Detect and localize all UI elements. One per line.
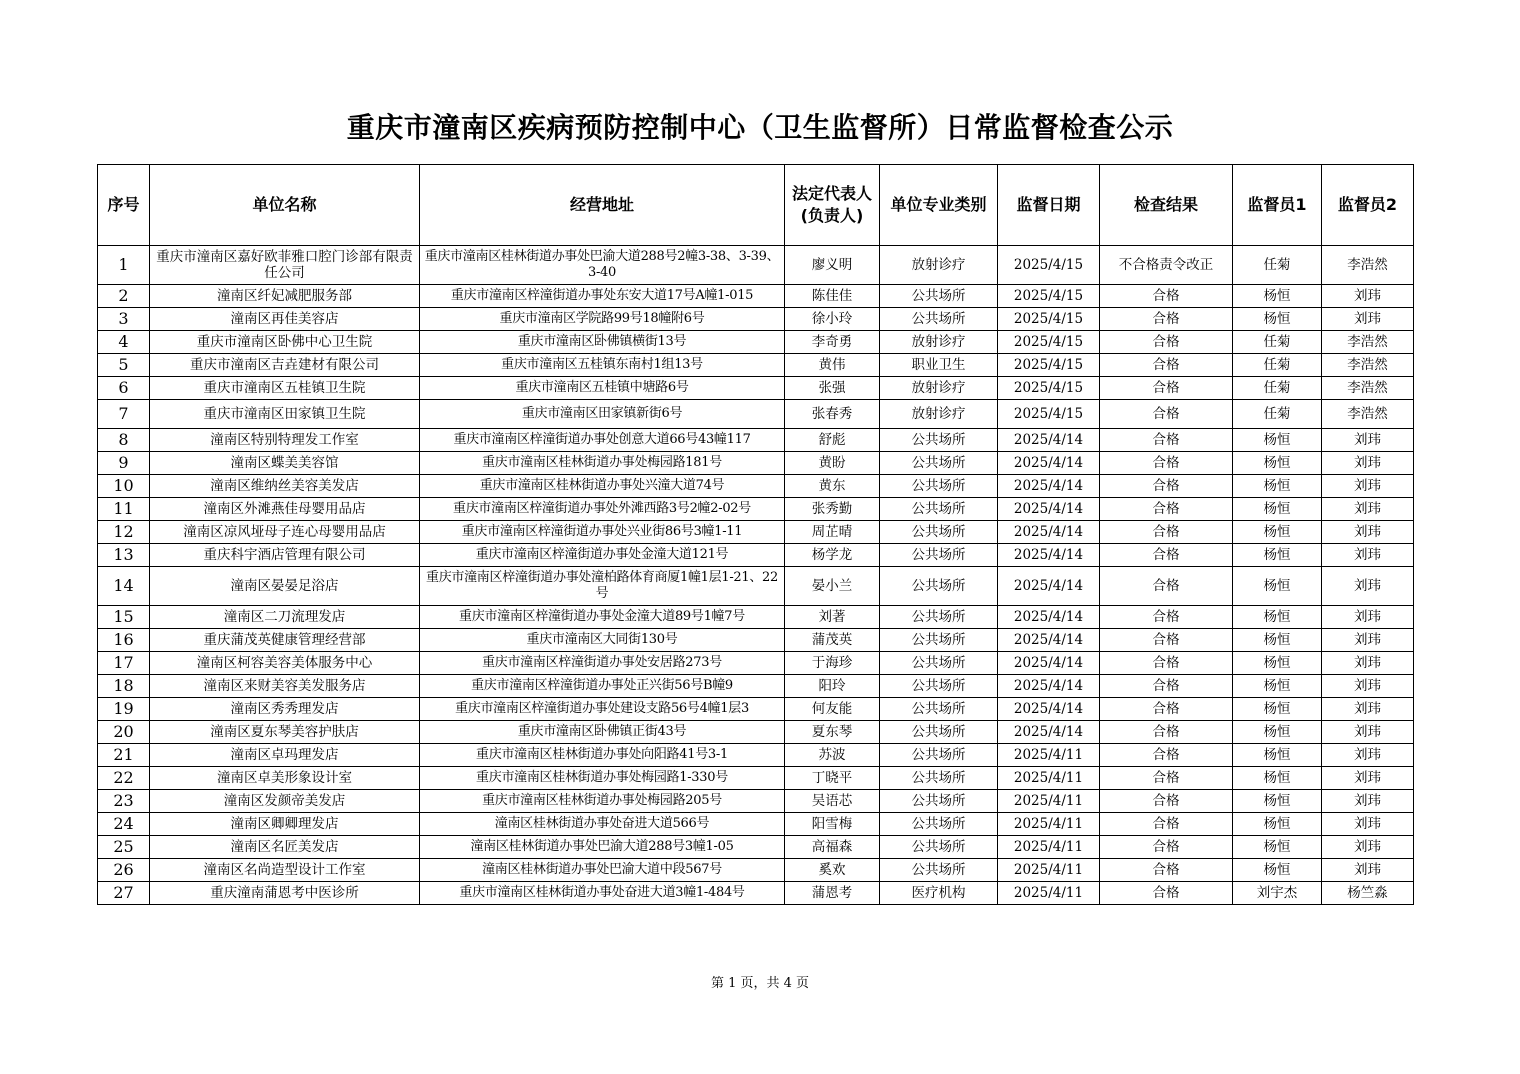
cell-result: 合格 <box>1100 836 1233 859</box>
cell-category: 职业卫生 <box>880 354 998 377</box>
cell-result: 合格 <box>1100 675 1233 698</box>
cell-result: 合格 <box>1100 882 1233 905</box>
cell-index: 19 <box>98 698 150 721</box>
table-row <box>98 790 1414 813</box>
cell-index: 5 <box>98 354 150 377</box>
cell-inspector-2: 李浩然 <box>1322 331 1414 354</box>
cell-date: 2025/4/15 <box>998 354 1100 377</box>
cell-address: 重庆市潼南区桂林街道办事处梅园路1-330号 <box>420 767 785 790</box>
cell-date: 2025/4/14 <box>998 652 1100 675</box>
cell-address: 潼南区桂林街道办事处巴渝大道中段567号 <box>420 859 785 882</box>
cell-unit-name: 重庆市潼南区田家镇卫生院 <box>150 400 420 429</box>
cell-inspector-1: 杨恒 <box>1233 790 1322 813</box>
cell-legal-rep: 蒲茂英 <box>785 629 880 652</box>
cell-result: 合格 <box>1100 400 1233 429</box>
cell-address: 重庆市潼南区田家镇新街6号 <box>420 400 785 429</box>
header-legal-rep: 法定代表人(负责人) <box>785 165 880 246</box>
cell-inspector-2: 刘玮 <box>1322 285 1414 308</box>
cell-address: 重庆市潼南区桂林街道办事处巴渝大道288号2幢3-38、3-39、3-40 <box>420 246 785 285</box>
cell-unit-name: 潼南区再佳美容店 <box>150 308 420 331</box>
cell-category: 公共场所 <box>880 606 998 629</box>
cell-unit-name: 潼南区夏东琴美容护肤店 <box>150 721 420 744</box>
cell-category: 公共场所 <box>880 813 998 836</box>
cell-date: 2025/4/11 <box>998 882 1100 905</box>
cell-inspector-1: 杨恒 <box>1233 475 1322 498</box>
cell-category: 公共场所 <box>880 452 998 475</box>
cell-result: 合格 <box>1100 652 1233 675</box>
cell-date: 2025/4/15 <box>998 331 1100 354</box>
cell-category: 公共场所 <box>880 308 998 331</box>
cell-address: 重庆市潼南区梓潼街道办事处金潼大道121号 <box>420 544 785 567</box>
cell-unit-name: 潼南区维纳丝美容美发店 <box>150 475 420 498</box>
cell-result: 合格 <box>1100 790 1233 813</box>
cell-date: 2025/4/14 <box>998 498 1100 521</box>
cell-inspector-1: 杨恒 <box>1233 606 1322 629</box>
cell-result: 合格 <box>1100 377 1233 400</box>
cell-unit-name: 潼南区特别特理发工作室 <box>150 429 420 452</box>
cell-legal-rep: 苏波 <box>785 744 880 767</box>
cell-date: 2025/4/15 <box>998 308 1100 331</box>
cell-date: 2025/4/15 <box>998 285 1100 308</box>
cell-date: 2025/4/11 <box>998 836 1100 859</box>
table-row <box>98 429 1414 452</box>
cell-date: 2025/4/15 <box>998 400 1100 429</box>
cell-unit-name: 潼南区卿卿理发店 <box>150 813 420 836</box>
cell-address: 重庆市潼南区梓潼街道办事处安居路273号 <box>420 652 785 675</box>
table-row <box>98 675 1414 698</box>
cell-legal-rep: 廖义明 <box>785 246 880 285</box>
cell-unit-name: 潼南区秀秀理发店 <box>150 698 420 721</box>
cell-inspector-2: 刘玮 <box>1322 813 1414 836</box>
cell-index: 4 <box>98 331 150 354</box>
cell-result: 合格 <box>1100 429 1233 452</box>
table-row <box>98 721 1414 744</box>
cell-address: 重庆市潼南区梓潼街道办事处建设支路56号4幢1层3 <box>420 698 785 721</box>
cell-result: 合格 <box>1100 308 1233 331</box>
cell-date: 2025/4/14 <box>998 675 1100 698</box>
cell-unit-name: 潼南区蝶美美容馆 <box>150 452 420 475</box>
cell-date: 2025/4/15 <box>998 246 1100 285</box>
header-inspector-2: 监督员2 <box>1322 165 1414 246</box>
cell-inspector-2: 刘玮 <box>1322 544 1414 567</box>
cell-result: 合格 <box>1100 354 1233 377</box>
cell-inspector-1: 杨恒 <box>1233 652 1322 675</box>
cell-inspector-1: 杨恒 <box>1233 767 1322 790</box>
cell-unit-name: 潼南区纤妃减肥服务部 <box>150 285 420 308</box>
cell-index: 21 <box>98 744 150 767</box>
table-row <box>98 698 1414 721</box>
cell-legal-rep: 黄盼 <box>785 452 880 475</box>
cell-index: 2 <box>98 285 150 308</box>
cell-inspector-1: 杨恒 <box>1233 452 1322 475</box>
cell-result: 合格 <box>1100 567 1233 606</box>
cell-legal-rep: 高福森 <box>785 836 880 859</box>
cell-legal-rep: 黄东 <box>785 475 880 498</box>
cell-date: 2025/4/14 <box>998 698 1100 721</box>
table-row <box>98 377 1414 400</box>
cell-result: 合格 <box>1100 452 1233 475</box>
cell-date: 2025/4/11 <box>998 813 1100 836</box>
inspection-table <box>97 164 1414 905</box>
table-row <box>98 475 1414 498</box>
cell-category: 公共场所 <box>880 721 998 744</box>
cell-legal-rep: 徐小玲 <box>785 308 880 331</box>
cell-category: 公共场所 <box>880 859 998 882</box>
table-row <box>98 629 1414 652</box>
cell-legal-rep: 张强 <box>785 377 880 400</box>
table-header-row <box>98 165 1414 246</box>
cell-inspector-2: 刘玮 <box>1322 698 1414 721</box>
cell-address: 重庆市潼南区五桂镇中塘路6号 <box>420 377 785 400</box>
cell-index: 12 <box>98 521 150 544</box>
cell-unit-name: 重庆市潼南区吉垚建材有限公司 <box>150 354 420 377</box>
header-category: 单位专业类别 <box>880 165 998 246</box>
cell-date: 2025/4/14 <box>998 629 1100 652</box>
cell-address: 重庆市潼南区学院路99号18幢附6号 <box>420 308 785 331</box>
cell-index: 9 <box>98 452 150 475</box>
cell-address: 重庆市潼南区桂林街道办事处兴潼大道74号 <box>420 475 785 498</box>
cell-legal-rep: 夏东琴 <box>785 721 880 744</box>
cell-date: 2025/4/14 <box>998 721 1100 744</box>
cell-inspector-1: 任菊 <box>1233 246 1322 285</box>
cell-legal-rep: 阳玲 <box>785 675 880 698</box>
cell-unit-name: 潼南区晏晏足浴店 <box>150 567 420 606</box>
cell-category: 公共场所 <box>880 521 998 544</box>
cell-unit-name: 潼南区名尚造型设计工作室 <box>150 859 420 882</box>
table-row <box>98 498 1414 521</box>
cell-category: 公共场所 <box>880 652 998 675</box>
cell-inspector-1: 杨恒 <box>1233 698 1322 721</box>
cell-unit-name: 潼南区卓玛理发店 <box>150 744 420 767</box>
table-row <box>98 744 1414 767</box>
cell-unit-name: 重庆市潼南区嘉好欧菲雅口腔门诊部有限责任公司 <box>150 246 420 285</box>
cell-category: 放射诊疗 <box>880 400 998 429</box>
cell-inspector-2: 刘玮 <box>1322 767 1414 790</box>
cell-result: 合格 <box>1100 285 1233 308</box>
cell-date: 2025/4/14 <box>998 521 1100 544</box>
cell-legal-rep: 李奇勇 <box>785 331 880 354</box>
table-row <box>98 859 1414 882</box>
cell-legal-rep: 晏小兰 <box>785 567 880 606</box>
cell-inspector-1: 杨恒 <box>1233 675 1322 698</box>
cell-index: 24 <box>98 813 150 836</box>
cell-date: 2025/4/11 <box>998 790 1100 813</box>
table-row <box>98 285 1414 308</box>
header-unit-name: 单位名称 <box>150 165 420 246</box>
cell-date: 2025/4/14 <box>998 544 1100 567</box>
cell-inspector-1: 任菊 <box>1233 377 1322 400</box>
cell-inspector-2: 李浩然 <box>1322 377 1414 400</box>
cell-inspector-2: 刘玮 <box>1322 721 1414 744</box>
cell-legal-rep: 蒲恩考 <box>785 882 880 905</box>
cell-index: 17 <box>98 652 150 675</box>
cell-address: 重庆市潼南区卧佛镇横街13号 <box>420 331 785 354</box>
cell-address: 重庆市潼南区梓潼街道办事处东安大道17号A幢1-015 <box>420 285 785 308</box>
cell-category: 公共场所 <box>880 285 998 308</box>
table-row <box>98 836 1414 859</box>
cell-unit-name: 重庆科宇酒店管理有限公司 <box>150 544 420 567</box>
cell-inspector-2: 刘玮 <box>1322 744 1414 767</box>
cell-category: 公共场所 <box>880 544 998 567</box>
cell-legal-rep: 黄伟 <box>785 354 880 377</box>
header-index: 序号 <box>98 165 150 246</box>
cell-legal-rep: 周芷晴 <box>785 521 880 544</box>
cell-category: 公共场所 <box>880 675 998 698</box>
cell-index: 7 <box>98 400 150 429</box>
cell-date: 2025/4/14 <box>998 452 1100 475</box>
cell-inspector-2: 杨竺淼 <box>1322 882 1414 905</box>
cell-inspector-1: 任菊 <box>1233 354 1322 377</box>
cell-category: 放射诊疗 <box>880 377 998 400</box>
cell-index: 26 <box>98 859 150 882</box>
cell-inspector-2: 李浩然 <box>1322 354 1414 377</box>
cell-category: 医疗机构 <box>880 882 998 905</box>
header-inspector-1: 监督员1 <box>1233 165 1322 246</box>
cell-address: 重庆市潼南区五桂镇东南村1组13号 <box>420 354 785 377</box>
cell-unit-name: 潼南区二刀流理发店 <box>150 606 420 629</box>
cell-legal-rep: 奚欢 <box>785 859 880 882</box>
cell-address: 重庆市潼南区梓潼街道办事处潼柏路体育商厦1幢1层1-21、22号 <box>420 567 785 606</box>
cell-result: 合格 <box>1100 498 1233 521</box>
cell-address: 重庆市潼南区卧佛镇正街43号 <box>420 721 785 744</box>
cell-index: 13 <box>98 544 150 567</box>
cell-index: 15 <box>98 606 150 629</box>
header-result: 检查结果 <box>1100 165 1233 246</box>
cell-unit-name: 重庆市潼南区五桂镇卫生院 <box>150 377 420 400</box>
cell-result: 不合格责令改正 <box>1100 246 1233 285</box>
cell-inspector-1: 杨恒 <box>1233 813 1322 836</box>
cell-address: 潼南区桂林街道办事处巴渝大道288号3幢1-05 <box>420 836 785 859</box>
cell-address: 重庆市潼南区梓潼街道办事处外滩西路3号2幢2-02号 <box>420 498 785 521</box>
table-row <box>98 354 1414 377</box>
cell-legal-rep: 何友能 <box>785 698 880 721</box>
cell-inspector-1: 任菊 <box>1233 331 1322 354</box>
cell-inspector-2: 刘玮 <box>1322 521 1414 544</box>
cell-unit-name: 潼南区卓美形象设计室 <box>150 767 420 790</box>
cell-index: 20 <box>98 721 150 744</box>
cell-inspector-2: 李浩然 <box>1322 400 1414 429</box>
cell-result: 合格 <box>1100 544 1233 567</box>
cell-address: 重庆市潼南区桂林街道办事处奋进大道3幢1-484号 <box>420 882 785 905</box>
page-title: 重庆市潼南区疾病预防控制中心（卫生监督所）日常监督检查公示 <box>346 111 1174 144</box>
cell-inspector-1: 杨恒 <box>1233 498 1322 521</box>
cell-inspector-1: 杨恒 <box>1233 567 1322 606</box>
cell-inspector-2: 刘玮 <box>1322 606 1414 629</box>
cell-inspector-1: 杨恒 <box>1233 285 1322 308</box>
cell-result: 合格 <box>1100 721 1233 744</box>
cell-inspector-2: 刘玮 <box>1322 429 1414 452</box>
cell-result: 合格 <box>1100 767 1233 790</box>
cell-unit-name: 重庆市潼南区卧佛中心卫生院 <box>150 331 420 354</box>
table-row <box>98 521 1414 544</box>
cell-category: 公共场所 <box>880 698 998 721</box>
cell-category: 公共场所 <box>880 836 998 859</box>
cell-address: 重庆市潼南区桂林街道办事处向阳路41号3-1 <box>420 744 785 767</box>
table-row <box>98 767 1414 790</box>
header-address: 经营地址 <box>420 165 785 246</box>
table-row <box>98 400 1414 429</box>
cell-inspector-2: 刘玮 <box>1322 836 1414 859</box>
cell-result: 合格 <box>1100 629 1233 652</box>
cell-category: 放射诊疗 <box>880 331 998 354</box>
cell-result: 合格 <box>1100 698 1233 721</box>
cell-result: 合格 <box>1100 475 1233 498</box>
table-row <box>98 452 1414 475</box>
cell-date: 2025/4/14 <box>998 567 1100 606</box>
header-date: 监督日期 <box>998 165 1100 246</box>
cell-address: 重庆市潼南区桂林街道办事处梅园路205号 <box>420 790 785 813</box>
cell-inspector-1: 杨恒 <box>1233 836 1322 859</box>
cell-unit-name: 潼南区发颜帝美发店 <box>150 790 420 813</box>
cell-inspector-1: 杨恒 <box>1233 429 1322 452</box>
cell-category: 公共场所 <box>880 475 998 498</box>
cell-date: 2025/4/11 <box>998 744 1100 767</box>
cell-unit-name: 潼南区凉风垭母子连心母婴用品店 <box>150 521 420 544</box>
cell-inspector-2: 刘玮 <box>1322 452 1414 475</box>
table-row <box>98 308 1414 331</box>
cell-unit-name: 潼南区来财美容美发服务店 <box>150 675 420 698</box>
cell-inspector-1: 杨恒 <box>1233 521 1322 544</box>
cell-category: 公共场所 <box>880 790 998 813</box>
cell-inspector-2: 刘玮 <box>1322 790 1414 813</box>
table-row <box>98 331 1414 354</box>
cell-result: 合格 <box>1100 606 1233 629</box>
cell-index: 27 <box>98 882 150 905</box>
cell-date: 2025/4/11 <box>998 767 1100 790</box>
cell-address: 重庆市潼南区梓潼街道办事处创意大道66号43幢117 <box>420 429 785 452</box>
table-row <box>98 606 1414 629</box>
cell-inspector-2: 刘玮 <box>1322 475 1414 498</box>
cell-index: 10 <box>98 475 150 498</box>
cell-index: 23 <box>98 790 150 813</box>
cell-index: 22 <box>98 767 150 790</box>
cell-inspector-2: 刘玮 <box>1322 629 1414 652</box>
cell-category: 公共场所 <box>880 629 998 652</box>
cell-legal-rep: 陈佳佳 <box>785 285 880 308</box>
cell-address: 重庆市潼南区大同街130号 <box>420 629 785 652</box>
cell-date: 2025/4/14 <box>998 606 1100 629</box>
cell-inspector-2: 刘玮 <box>1322 308 1414 331</box>
cell-category: 公共场所 <box>880 767 998 790</box>
cell-inspector-1: 杨恒 <box>1233 859 1322 882</box>
cell-address: 重庆市潼南区梓潼街道办事处兴业街86号3幢1-11 <box>420 521 785 544</box>
cell-index: 1 <box>98 246 150 285</box>
cell-category: 公共场所 <box>880 567 998 606</box>
cell-result: 合格 <box>1100 813 1233 836</box>
cell-address: 重庆市潼南区梓潼街道办事处金潼大道89号1幢7号 <box>420 606 785 629</box>
cell-result: 合格 <box>1100 744 1233 767</box>
cell-result: 合格 <box>1100 859 1233 882</box>
cell-index: 25 <box>98 836 150 859</box>
cell-index: 18 <box>98 675 150 698</box>
cell-legal-rep: 杨学龙 <box>785 544 880 567</box>
cell-inspector-2: 李浩然 <box>1322 246 1414 285</box>
cell-date: 2025/4/11 <box>998 859 1100 882</box>
table-row <box>98 567 1414 606</box>
table-row <box>98 882 1414 905</box>
cell-legal-rep: 吴语芯 <box>785 790 880 813</box>
cell-address: 重庆市潼南区桂林街道办事处梅园路181号 <box>420 452 785 475</box>
table-row <box>98 652 1414 675</box>
cell-category: 公共场所 <box>880 429 998 452</box>
cell-inspector-1: 杨恒 <box>1233 629 1322 652</box>
cell-result: 合格 <box>1100 331 1233 354</box>
cell-legal-rep: 张春秀 <box>785 400 880 429</box>
cell-address: 重庆市潼南区梓潼街道办事处正兴街56号B幢9 <box>420 675 785 698</box>
cell-category: 放射诊疗 <box>880 246 998 285</box>
cell-unit-name: 潼南区外滩燕佳母婴用品店 <box>150 498 420 521</box>
cell-index: 11 <box>98 498 150 521</box>
cell-date: 2025/4/15 <box>998 377 1100 400</box>
cell-index: 6 <box>98 377 150 400</box>
cell-result: 合格 <box>1100 521 1233 544</box>
cell-unit-name: 重庆蒲茂英健康管理经营部 <box>150 629 420 652</box>
cell-legal-rep: 丁晓平 <box>785 767 880 790</box>
cell-category: 公共场所 <box>880 498 998 521</box>
table-row <box>98 813 1414 836</box>
cell-date: 2025/4/14 <box>998 429 1100 452</box>
cell-index: 14 <box>98 567 150 606</box>
cell-index: 16 <box>98 629 150 652</box>
cell-inspector-2: 刘玮 <box>1322 498 1414 521</box>
cell-inspector-1: 任菊 <box>1233 400 1322 429</box>
cell-index: 3 <box>98 308 150 331</box>
cell-inspector-1: 杨恒 <box>1233 721 1322 744</box>
cell-legal-rep: 于海珍 <box>785 652 880 675</box>
cell-unit-name: 潼南区柯容美容美体服务中心 <box>150 652 420 675</box>
cell-category: 公共场所 <box>880 744 998 767</box>
cell-unit-name: 潼南区名匠美发店 <box>150 836 420 859</box>
cell-inspector-2: 刘玮 <box>1322 675 1414 698</box>
cell-address: 潼南区桂林街道办事处奋进大道566号 <box>420 813 785 836</box>
cell-inspector-2: 刘玮 <box>1322 567 1414 606</box>
cell-legal-rep: 刘著 <box>785 606 880 629</box>
cell-date: 2025/4/14 <box>998 475 1100 498</box>
cell-legal-rep: 张秀勤 <box>785 498 880 521</box>
cell-legal-rep: 阳雪梅 <box>785 813 880 836</box>
cell-unit-name: 重庆潼南蒲恩考中医诊所 <box>150 882 420 905</box>
cell-inspector-1: 刘宇杰 <box>1233 882 1322 905</box>
table-row <box>98 544 1414 567</box>
cell-inspector-1: 杨恒 <box>1233 308 1322 331</box>
page-footer: 第 1 页，共 4 页 <box>710 976 810 991</box>
cell-inspector-2: 刘玮 <box>1322 652 1414 675</box>
table-row <box>98 246 1414 285</box>
cell-inspector-1: 杨恒 <box>1233 744 1322 767</box>
cell-legal-rep: 舒彪 <box>785 429 880 452</box>
cell-inspector-1: 杨恒 <box>1233 544 1322 567</box>
cell-inspector-2: 刘玮 <box>1322 859 1414 882</box>
cell-index: 8 <box>98 429 150 452</box>
